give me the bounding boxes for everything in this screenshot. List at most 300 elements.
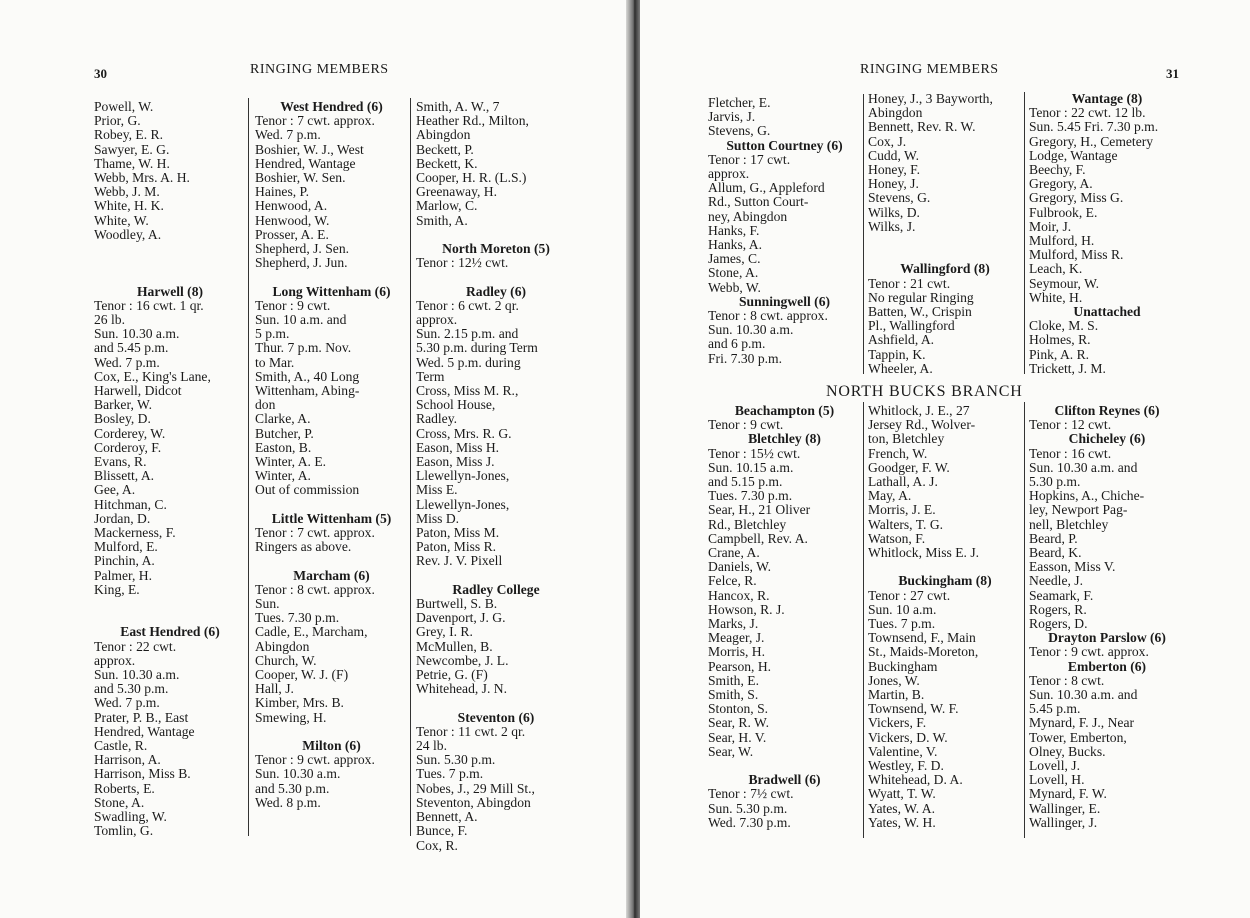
right-column-5 xyxy=(868,404,1022,830)
tower-heading: East Hendred (6) xyxy=(120,624,220,640)
member-entry: School House, xyxy=(416,398,496,413)
member-entry: Hanks, F. xyxy=(708,223,760,238)
member-entry: Clarke, A. xyxy=(255,412,311,427)
member-entry: Burtwell, S. B. xyxy=(416,597,498,612)
member-entry: Bunce, F. xyxy=(416,824,468,839)
member-entry: Thame, W. H. xyxy=(94,156,170,171)
member-entry: Wed. 7 p.m. xyxy=(94,696,160,711)
member-entry: Robey, E. R. xyxy=(94,128,163,143)
member-entry: Church, W. xyxy=(255,653,317,668)
member-entry: approx. xyxy=(416,313,458,328)
member-entry: and 5.30 p.m. xyxy=(94,682,169,697)
member-entry: Rd., Bletchley xyxy=(708,517,787,532)
member-entry: Woodley, A. xyxy=(94,227,162,242)
member-entry: Whitehead, J. N. xyxy=(416,682,507,697)
member-entry: Heather Rd., Milton, xyxy=(416,114,529,129)
member-entry: Greenaway, H. xyxy=(416,185,498,200)
spacer xyxy=(255,725,408,739)
column-rule xyxy=(248,98,249,836)
member-entry: Hitchman, C. xyxy=(94,497,167,512)
member-entry: Sun. 10.30 a.m. xyxy=(94,327,180,342)
member-entry: Palmer, H. xyxy=(94,568,152,583)
member-entry: Meager, J. xyxy=(708,631,765,646)
tenor-line: Tenor : 22 cwt. 12 lb. xyxy=(1029,106,1146,121)
member-entry: Vickers, F. xyxy=(868,716,927,731)
tenor-line: Tenor : 6 cwt. 2 qr. xyxy=(416,298,519,313)
member-entry: Webb, Mrs. A. H. xyxy=(94,171,190,186)
member-entry: Sun. 10.30 a.m. and xyxy=(1029,688,1138,703)
tower-heading: Steventon (6) xyxy=(457,709,535,725)
member-entry: Wallinger, J. xyxy=(1029,815,1098,830)
member-entry: Rogers, R. xyxy=(1029,602,1087,617)
member-entry: Jersey Rd., Wolver- xyxy=(868,418,976,433)
member-entry: Hancox, R. xyxy=(708,588,770,603)
spacer xyxy=(868,560,1022,574)
member-entry: Daniels, W. xyxy=(708,560,772,575)
member-entry: Watson, F. xyxy=(868,531,926,546)
member-entry: Stone, A. xyxy=(708,266,759,281)
tenor-line: Tenor : 8 cwt. approx. xyxy=(255,582,375,597)
member-entry: Martin, B. xyxy=(868,688,925,703)
member-entry: Trickett, J. M. xyxy=(1029,361,1106,376)
member-entry: ley, Newport Pag- xyxy=(1029,503,1128,518)
member-entry: Corderey, W. xyxy=(94,426,166,441)
member-entry: Term xyxy=(416,369,445,384)
member-entry: Prosser, A. E. xyxy=(255,227,329,242)
member-entry: Henwood, A. xyxy=(255,199,328,214)
member-entry: Ringers as above. xyxy=(255,540,352,555)
tower-heading: Marcham (6) xyxy=(293,567,370,583)
member-entry: Sun. 10.30 a.m. xyxy=(708,323,794,338)
tower-heading: Chicheley (6) xyxy=(1068,431,1146,447)
tenor-line: Tenor : 7 cwt. approx. xyxy=(255,526,375,541)
member-entry: Haines, P. xyxy=(255,185,309,200)
member-entry: Townsend, F., Main xyxy=(868,631,976,646)
member-entry: Valentine, V. xyxy=(868,744,938,759)
member-entry: Shepherd, J. Sen. xyxy=(255,242,350,257)
member-entry: Sear, W. xyxy=(708,744,754,759)
member-entry: Ashfield, A. xyxy=(868,333,935,348)
member-entry: Easton, B. xyxy=(255,440,312,455)
right-column-2 xyxy=(868,92,1022,376)
left-column-1 xyxy=(94,100,246,838)
member-entry: Goodger, F. W. xyxy=(868,460,950,475)
member-entry: Rd., Sutton Court- xyxy=(708,195,809,210)
member-entry: Whitlock, J. E., 27 xyxy=(868,404,970,418)
member-entry: Cooper, H. R. (L.S.) xyxy=(416,171,527,186)
member-entry: Stone, A. xyxy=(94,795,145,810)
member-entry: Westley, F. D. xyxy=(868,759,944,774)
member-entry: Blissett, A. xyxy=(94,469,155,484)
member-entry: Smith, A., 40 Long xyxy=(255,369,360,384)
tower-heading: Milton (6) xyxy=(302,738,361,754)
member-entry: Webb, W. xyxy=(708,280,761,295)
member-entry: Tower, Emberton, xyxy=(1029,730,1127,745)
member-entry: Vickers, D. W. xyxy=(868,730,948,745)
member-entry: Lathall, A. J. xyxy=(868,475,938,490)
member-entry: Campbell, Rev. A. xyxy=(708,531,808,546)
member-entry: Grey, I. R. xyxy=(416,625,473,640)
column-rule xyxy=(863,402,864,838)
spacer xyxy=(416,569,576,583)
member-entry: Sear, H. V. xyxy=(708,730,767,745)
member-entry: Mulford, E. xyxy=(94,540,158,555)
member-entry: to Mar. xyxy=(255,355,295,370)
member-entry: Morris, H. xyxy=(708,645,766,660)
member-entry: Barker, W. xyxy=(94,398,152,413)
member-entry: Smith, S. xyxy=(708,688,759,703)
tenor-line: Tenor : 9 cwt. xyxy=(708,418,784,433)
member-entry: King, E. xyxy=(94,582,140,597)
member-entry: 26 lb. xyxy=(94,313,125,327)
member-entry: Wed. 7 p.m. xyxy=(255,128,321,143)
member-entry: Prior, G. xyxy=(94,114,141,129)
member-entry: No regular Ringing xyxy=(868,290,974,305)
member-entry: Evans, R. xyxy=(94,455,147,470)
member-entry: and 5.30 p.m. xyxy=(255,781,330,796)
member-entry: Hendred, Wantage xyxy=(94,724,195,739)
member-entry: Jordan, D. xyxy=(94,511,151,526)
member-entry: Seymour, W. xyxy=(1029,276,1100,291)
member-entry: Mynard, F. J., Near xyxy=(1029,716,1134,731)
member-entry: Sun. 10.30 a.m. xyxy=(94,668,180,683)
right-column-4 xyxy=(708,404,861,830)
member-entry: Felce, R. xyxy=(708,574,757,589)
spacer xyxy=(868,248,1022,262)
member-entry: Jones, W. xyxy=(868,673,920,688)
member-entry: Davenport, J. G. xyxy=(416,611,506,626)
right-column-3 xyxy=(1029,92,1185,376)
right-column-6 xyxy=(1029,404,1185,830)
spacer xyxy=(255,554,408,568)
member-entry: Cox, E., King's Lane, xyxy=(94,369,211,384)
member-entry: Smith, A. W., 7 xyxy=(416,100,500,114)
spacer xyxy=(868,234,1022,248)
tower-heading: Sunningwell (6) xyxy=(738,293,831,309)
member-entry: Paton, Miss R. xyxy=(416,540,497,555)
member-entry: Pearson, H. xyxy=(708,659,772,674)
member-entry: Leach, K. xyxy=(1029,262,1083,277)
member-entry: Boshier, W. Sen. xyxy=(255,171,346,186)
member-entry: Lovell, H. xyxy=(1029,773,1085,788)
member-entry: Hopkins, A., Chiche- xyxy=(1029,489,1145,504)
member-entry: 24 lb. xyxy=(416,739,447,754)
column-rule xyxy=(410,98,411,836)
member-entry: Eason, Miss H. xyxy=(416,440,500,455)
member-entry: Lovell, J. xyxy=(1029,759,1080,774)
member-entry: Roberts, E. xyxy=(94,781,155,796)
member-entry: Bosley, D. xyxy=(94,412,151,427)
member-entry: Rev. J. V. Pixell xyxy=(416,554,503,569)
member-entry: Harwell, Didcot xyxy=(94,384,182,399)
member-entry: Thur. 7 p.m. Nov. xyxy=(255,341,352,356)
member-entry: Bennett, A. xyxy=(416,810,478,825)
member-entry: Paton, Miss M. xyxy=(416,526,500,541)
member-entry: Cox, R. xyxy=(416,838,458,853)
member-entry: Sun. 2.15 p.m. and xyxy=(416,327,519,342)
member-entry: Shepherd, J. Jun. xyxy=(255,256,348,271)
spacer xyxy=(708,759,861,773)
member-entry: Wed. 8 p.m. xyxy=(255,795,321,810)
member-entry: Abingdon xyxy=(255,639,310,654)
tenor-line: Tenor : 9 cwt. approx. xyxy=(1029,645,1149,660)
member-entry: Sun. 10.15 a.m. xyxy=(708,460,794,475)
tower-heading: Buckingham (8) xyxy=(898,573,992,589)
member-entry: Hall, J. xyxy=(255,682,294,697)
member-entry: Holmes, R. xyxy=(1029,333,1091,348)
spacer xyxy=(416,228,576,242)
member-entry: Wittenham, Abing- xyxy=(255,384,360,399)
spacer xyxy=(255,270,408,284)
member-entry: Hendred, Wantage xyxy=(255,156,356,171)
member-entry: Cooper, W. J. (F) xyxy=(255,668,349,683)
member-entry: Honey, F. xyxy=(868,163,921,178)
left-column-3 xyxy=(416,100,576,853)
member-entry: Marlow, C. xyxy=(416,199,478,214)
spacer xyxy=(255,498,408,512)
member-entry: Pl., Wallingford xyxy=(868,319,955,334)
tenor-line: Tenor : 16 cwt. xyxy=(1029,446,1112,461)
member-entry: Tues. 7.30 p.m. xyxy=(708,489,793,504)
member-entry: ton, Bletchley xyxy=(868,432,945,447)
tenor-line: Tenor : 11 cwt. 2 qr. xyxy=(416,724,526,739)
member-entry: Honey, J., 3 Bayworth, xyxy=(868,92,993,106)
member-entry: Cadle, E., Marcham, xyxy=(255,625,368,640)
tower-heading: Unattached xyxy=(1073,304,1141,320)
member-entry: Tomlin, G. xyxy=(94,824,154,839)
member-entry: Beckett, P. xyxy=(416,142,474,157)
member-entry: Rogers, D. xyxy=(1029,617,1088,632)
member-entry: Batten, W., Crispin xyxy=(868,305,972,320)
spacer xyxy=(94,242,246,256)
member-entry: Prater, P. B., East xyxy=(94,710,189,725)
member-entry: Yates, W. H. xyxy=(868,815,936,830)
tower-heading: Little Wittenham (5) xyxy=(271,510,392,526)
member-entry: Sun. 10.30 a.m. xyxy=(255,767,341,782)
member-entry: Winter, A. xyxy=(255,469,311,484)
tenor-line: Tenor : 17 cwt. xyxy=(708,152,791,167)
member-entry: Harrison, A. xyxy=(94,753,161,768)
tower-heading: Long Wittenham (6) xyxy=(272,283,391,299)
member-entry: and 5.15 p.m. xyxy=(708,475,783,490)
member-entry: Crane, A. xyxy=(708,546,760,561)
member-entry: Pinchin, A. xyxy=(94,554,155,569)
member-entry: Newcombe, J. L. xyxy=(416,653,509,668)
page-number-left: 30 xyxy=(94,66,107,81)
member-entry: Sun. 5.30 p.m. xyxy=(416,753,496,768)
member-entry: May, A. xyxy=(868,489,912,504)
member-entry: Fri. 7.30 p.m. xyxy=(708,351,783,366)
member-entry: Sear, H., 21 Oliver xyxy=(708,503,811,518)
tower-heading: North Moreton (5) xyxy=(442,241,550,257)
member-entry: Out of commission xyxy=(255,483,360,498)
tower-heading: Wallingford (8) xyxy=(900,261,990,277)
member-entry: Sun. 5.30 p.m. xyxy=(708,801,788,816)
tower-heading: Sutton Courtney (6) xyxy=(726,137,843,153)
member-entry: White, H. K. xyxy=(94,199,164,214)
member-entry: Wilks, J. xyxy=(868,219,916,234)
member-entry: Cloke, M. S. xyxy=(1029,319,1099,334)
tenor-line: Tenor : 7 cwt. approx. xyxy=(255,114,375,129)
spacer xyxy=(94,611,246,625)
member-entry: Nobes, J., 29 Mill St., xyxy=(416,781,535,796)
member-entry: Sun. 10 a.m. xyxy=(868,602,937,617)
member-entry: Harrison, Miss B. xyxy=(94,767,191,782)
member-entry: Sun. 5.45 Fri. 7.30 p.m. xyxy=(1029,120,1159,135)
member-entry: nell, Bletchley xyxy=(1029,517,1109,532)
spacer xyxy=(94,597,246,611)
member-entry: White, H. xyxy=(1029,290,1083,305)
tenor-line: Tenor : 27 cwt. xyxy=(868,588,951,603)
member-entry: Sear, R. W. xyxy=(708,716,770,731)
column-rule xyxy=(863,94,864,374)
tenor-line: Tenor : 8 cwt. approx. xyxy=(708,309,828,324)
member-entry: Kimber, Mrs. B. xyxy=(255,696,344,711)
member-entry: Bennett, Rev. R. W. xyxy=(868,120,976,135)
member-entry: Miss D. xyxy=(416,511,460,526)
member-entry: McMullen, B. xyxy=(416,639,493,654)
member-entry: 5.30 p.m. during Term xyxy=(416,341,538,356)
member-entry: Mackerness, F. xyxy=(94,526,176,541)
member-entry: don xyxy=(255,398,276,413)
member-entry: Eason, Miss J. xyxy=(416,455,495,470)
member-entry: Sun. xyxy=(255,597,280,612)
right-column-1 xyxy=(708,96,861,366)
member-entry: Easson, Miss V. xyxy=(1029,560,1116,575)
member-entry: Marks, J. xyxy=(708,617,759,632)
member-entry: Butcher, P. xyxy=(255,426,314,441)
member-entry: Townsend, W. F. xyxy=(868,702,959,717)
member-entry: Radley. xyxy=(416,412,458,427)
member-entry: Cross, Miss M. R., xyxy=(416,384,519,399)
member-entry: Howson, R. J. xyxy=(708,602,785,617)
member-entry: Whitlock, Miss E. J. xyxy=(868,546,980,561)
column-rule xyxy=(1024,92,1025,374)
spacer xyxy=(416,270,576,284)
tenor-line: Tenor : 9 cwt. xyxy=(255,298,331,313)
member-entry: Llewellyn-Jones, xyxy=(416,469,510,484)
member-entry: Boshier, W. J., West xyxy=(255,142,364,157)
tenor-line: Tenor : 7½ cwt. xyxy=(708,787,794,802)
right-page xyxy=(640,0,1250,918)
member-entry: James, C. xyxy=(708,252,761,267)
member-entry: and 5.45 p.m. xyxy=(94,341,169,356)
member-entry: Corderoy, F. xyxy=(94,440,162,455)
member-entry: Beard, K. xyxy=(1029,546,1082,561)
member-entry: Whitehead, D. A. xyxy=(868,773,963,788)
member-entry: Gregory, Miss G. xyxy=(1029,191,1124,206)
tower-heading: West Hendred (6) xyxy=(280,99,383,114)
member-entry: Smith, E. xyxy=(708,673,759,688)
tenor-line: Tenor : 12 cwt. xyxy=(1029,418,1112,433)
member-entry: approx. xyxy=(708,167,750,182)
member-entry: Beckett, K. xyxy=(416,156,478,171)
member-entry: Webb, J. M. xyxy=(94,185,160,200)
tower-heading: Emberton (6) xyxy=(1067,658,1147,674)
tenor-line: Tenor : 21 cwt. xyxy=(868,276,951,291)
member-entry: Cox, J. xyxy=(868,134,907,149)
member-entry: Abingdon xyxy=(868,106,923,121)
member-entry: Tappin, K. xyxy=(868,347,926,362)
member-entry: Cross, Mrs. R. G. xyxy=(416,426,512,441)
member-entry: Yates, W. A. xyxy=(868,801,935,816)
tenor-line: Tenor : 16 cwt. 1 qr. xyxy=(94,298,204,313)
member-entry: Llewellyn-Jones, xyxy=(416,497,510,512)
page-number-right: 31 xyxy=(1166,66,1179,81)
tower-heading: Harwell (8) xyxy=(136,283,204,299)
tenor-line: Tenor : 12½ cwt. xyxy=(416,256,509,271)
member-entry: Steventon, Abingdon xyxy=(416,795,531,810)
running-head-right: RINGING MEMBERS xyxy=(860,62,999,77)
member-entry: Olney, Bucks. xyxy=(1029,744,1106,759)
member-entry: Gregory, A. xyxy=(1029,177,1093,192)
member-entry: Wyatt, T. W. xyxy=(868,787,936,802)
member-entry: Petrie, G. (F) xyxy=(416,668,488,683)
member-entry: Henwood, W. xyxy=(255,213,330,228)
member-entry: Hanks, A. xyxy=(708,238,762,253)
member-entry: Wed. 5 p.m. during xyxy=(416,355,521,370)
tower-heading: Wantage (8) xyxy=(1071,91,1143,106)
column-rule xyxy=(1024,402,1025,838)
member-entry: Smith, A. xyxy=(416,213,468,228)
member-entry: Fletcher, E. xyxy=(708,96,771,110)
branch-heading: NORTH BUCKS BRANCH xyxy=(826,383,1023,400)
member-entry: Swadling, W. xyxy=(94,810,167,825)
member-entry: Sun. 10 a.m. and xyxy=(255,313,347,328)
tower-heading: Clifton Reynes (6) xyxy=(1054,403,1160,418)
member-entry: Smewing, H. xyxy=(255,710,327,725)
tenor-line: Tenor : 9 cwt. approx. xyxy=(255,753,375,768)
member-entry: Buckingham xyxy=(868,659,938,674)
member-entry: Pink, A. R. xyxy=(1029,347,1090,362)
member-entry: Mulford, Miss R. xyxy=(1029,248,1124,263)
running-head-left: RINGING MEMBERS xyxy=(250,62,389,77)
member-entry: Tues. 7 p.m. xyxy=(868,617,936,632)
tenor-line: Tenor : 22 cwt. xyxy=(94,639,177,654)
member-entry: Powell, W. xyxy=(94,100,154,114)
member-entry: White, W. xyxy=(94,213,149,228)
tenor-line: Tenor : 15½ cwt. xyxy=(708,446,801,461)
tower-heading: Bradwell (6) xyxy=(748,772,821,788)
member-entry: Gee, A. xyxy=(94,483,136,498)
member-entry: Lodge, Wantage xyxy=(1029,148,1118,163)
member-entry: Needle, J. xyxy=(1029,574,1083,589)
left-column-2 xyxy=(255,100,408,810)
member-entry: Stevens, G. xyxy=(708,124,771,139)
member-entry: Winter, A. E. xyxy=(255,455,327,470)
member-entry: Tues. 7.30 p.m. xyxy=(255,611,340,626)
member-entry: St., Maids-Moreton, xyxy=(868,645,979,660)
member-entry: 5.45 p.m. xyxy=(1029,702,1081,717)
member-entry: Mulford, H. xyxy=(1029,234,1095,249)
tower-heading: Drayton Parslow (6) xyxy=(1048,630,1166,646)
spacer xyxy=(94,256,246,270)
member-entry: ney, Abingdon xyxy=(708,209,788,224)
tower-heading: Radley (6) xyxy=(465,283,527,299)
member-entry: 5.30 p.m. xyxy=(1029,475,1081,490)
member-entry: Sun. 10.30 a.m. and xyxy=(1029,460,1138,475)
spacer xyxy=(416,696,576,710)
member-entry: French, W. xyxy=(868,446,928,461)
member-entry: Sawyer, E. G. xyxy=(94,142,170,157)
member-entry: Castle, R. xyxy=(94,739,148,754)
member-entry: Tues. 7 p.m. xyxy=(416,767,484,782)
member-entry: Wilks, D. xyxy=(868,205,920,220)
member-entry: approx. xyxy=(94,653,136,668)
member-entry: Wed. 7.30 p.m. xyxy=(708,815,791,830)
member-entry: Jarvis, J. xyxy=(708,110,756,125)
member-entry: Miss E. xyxy=(416,483,458,498)
